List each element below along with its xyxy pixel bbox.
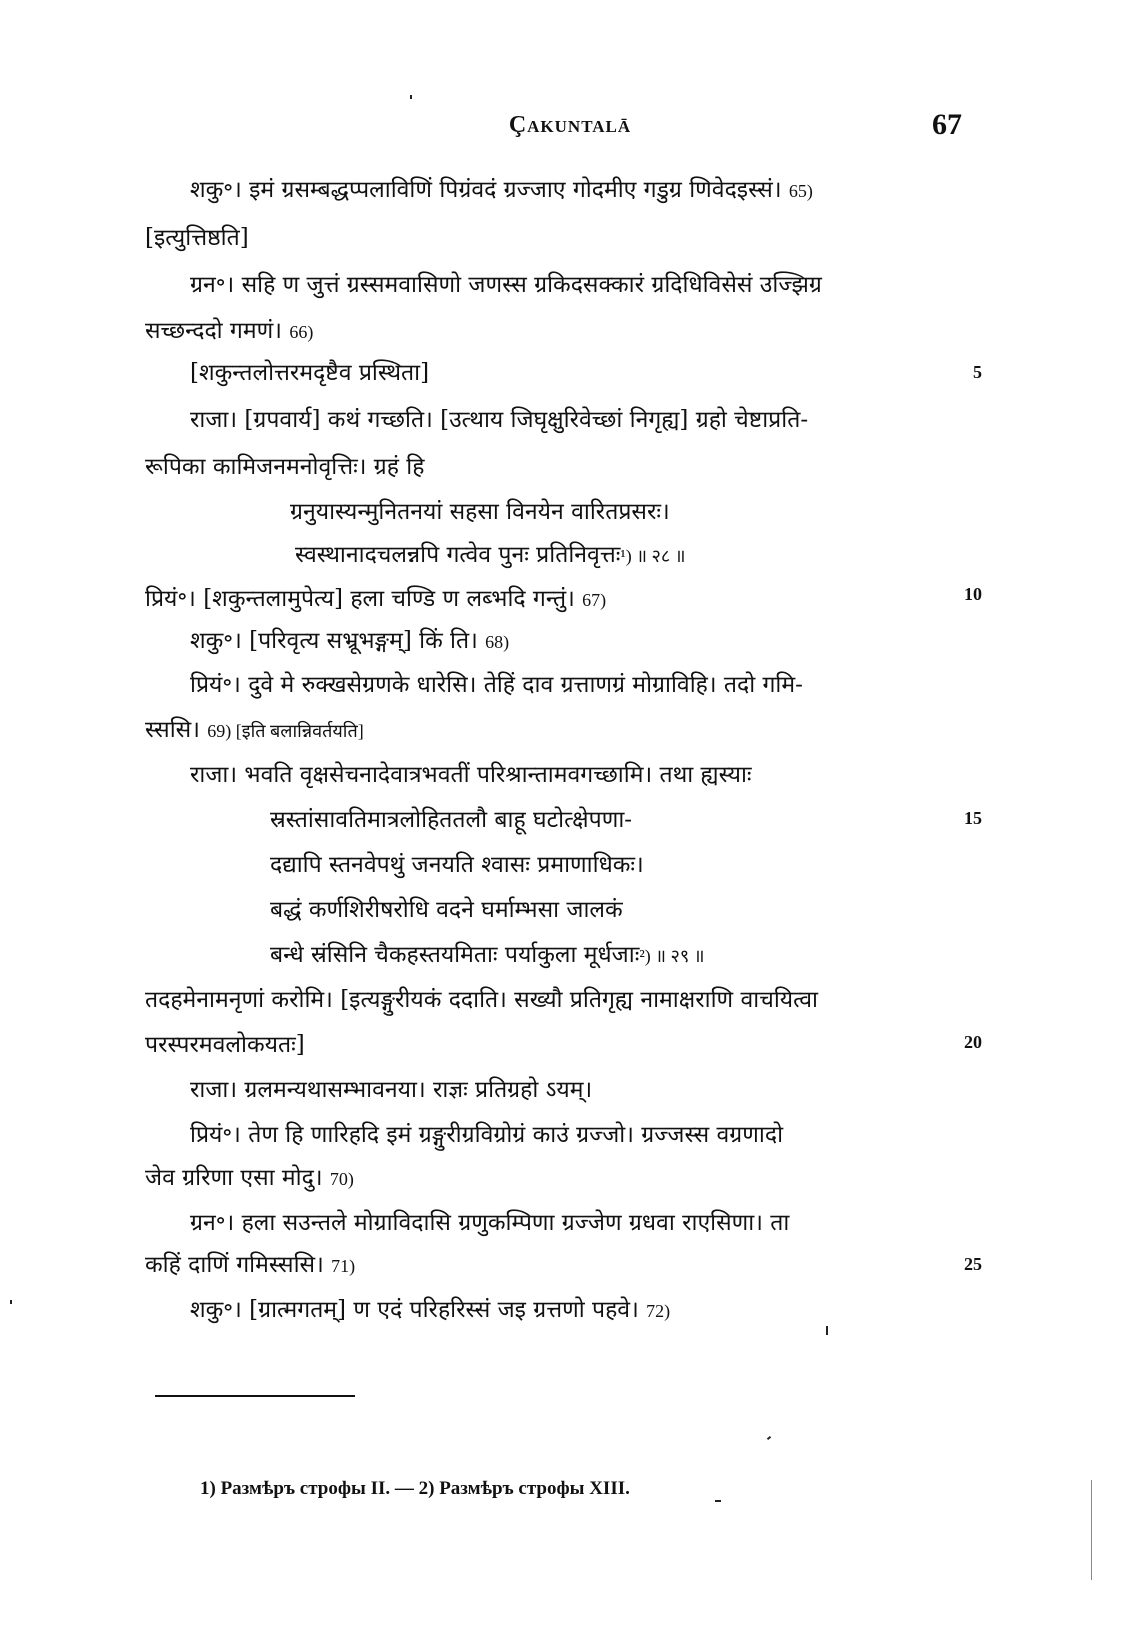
text-line: कहिं दाणिं गमिस्ससि। 71) (145, 1252, 356, 1278)
print-speck (715, 1500, 721, 1502)
print-speck (767, 1436, 771, 1440)
footnote: 1) Размѣръ строфы II. — 2) Размѣръ строфы XIII. (200, 1478, 630, 1499)
text-line: [इत्युत्तिष्ठति] (145, 225, 249, 251)
verse-line: स्वस्थानादचलन्नपि गत्वेव पुनः प्रतिनिवृत्तः¹) ॥ २८ ॥ (295, 542, 686, 568)
text-line: शकु॰। इमं ग्रसम्बद्धप्पलाविणिं पिग्रंवदं ग्रज्जाए गोदमीए गडुग्र णिवेदइस्सं। 65) (190, 177, 813, 203)
verse-line: स्रस्तांसावतिमात्रलोहिततलौ बाहू घटोत्क्षेपणा- (270, 807, 633, 833)
text-line: शकु॰। [ग्रात्मगतम्] ण एदं परिहरिस्सं जइ ग्रत्तणो पहवे। 72) (190, 1297, 671, 1323)
text-line: परस्परमवलोकयतः] (145, 1032, 305, 1058)
text-line: प्रियं॰। [शकुन्तलामुपेत्य] हला चण्डि ण लब्भदि गन्तुं। 67) (145, 586, 607, 612)
line-number: 25 (964, 1254, 982, 1274)
text-line: शकु॰। [परिवृत्य सभ्रूभङ्गम्] किं ति। 68) (190, 628, 510, 654)
text-line: स्ससि। 69) [इति बलान्निवर्तयति] (145, 717, 364, 743)
text-line: ग्रन॰। सहि ण जुत्तं ग्रस्समवासिणो जणस्स ग्रकिदसक्कारं ग्रदिधिविसेसं उज्झिग्र (190, 272, 822, 298)
line-number: 20 (964, 1032, 982, 1052)
verse-line: बद्धं कर्णशिरीषरोधि वदने घर्माम्भसा जालकं (270, 897, 623, 923)
text-line: तदहमेनामनृणां करोमि। [इत्यङ्गुरीयकं ददाति। सख्यौ प्रतिगृह्य नामाक्षराणि वाचयित्वा (145, 987, 818, 1013)
print-speck (10, 1300, 12, 1304)
text-line: सच्छन्ददो गमणं। 66) (145, 318, 314, 344)
page-edge-mark (1091, 1480, 1092, 1580)
line-number: 5 (973, 362, 982, 382)
footnote-rule (155, 1395, 355, 1397)
print-speck (410, 95, 412, 99)
text-line: राजा। ग्रलमन्यथासम्भावनया। राज्ञः प्रतिग्रहो ऽयम्। (190, 1077, 593, 1103)
page-number: 67 (932, 108, 962, 141)
running-head-title: Çakuntalā (508, 112, 632, 138)
verse-line: ग्रनुयास्यन्मुनितनयां सहसा विनयेन वारितप्रसरः। (290, 499, 670, 525)
verse-line: बन्धे स्रंसिनि चैकहस्तयमिताः पर्याकुला मूर्धजाः²) ॥ २९ ॥ (270, 942, 705, 968)
text-line: रूपिका कामिजनमनोवृत्तिः। ग्रहं हि (145, 454, 425, 480)
text-line: [शकुन्तलोत्तरमदृष्टैव प्रस्थिता] (190, 360, 430, 386)
line-number: 10 (964, 584, 982, 604)
text-line: राजा। भवति वृक्षसेचनादेवात्रभवतीं परिश्रान्तामवगच्छामि। तथा ह्यस्याः (190, 762, 752, 788)
text-line: प्रियं॰। तेण हि णारिहदि इमं ग्रङ्गुरीग्रविग्रोग्रं काउं ग्रज्जो। ग्रज्जस्स वग्रणादो (190, 1122, 784, 1148)
text-line: प्रियं॰। दुवे मे रुक्खसेग्रणके धारेसि। तेहिं दाव ग्रत्ताणग्रं मोग्राविहि। तदो गमि- (190, 672, 803, 698)
text-line: राजा। [ग्रपवार्य] कथं गच्छति। [उत्थाय जिघृक्षुरिवेच्छां निगृह्य] ग्रहो चेष्टाप्रति- (190, 407, 809, 433)
text-line: ग्रन॰। हला सउन्तले मोग्राविदासि ग्रणुकम्पिणा ग्रज्जेण ग्रधवा राएसिणा। ता (190, 1210, 790, 1236)
text-line: जेव ग्ररिणा एसा मोदु। 70) (145, 1165, 354, 1191)
line-number: 15 (964, 808, 982, 828)
verse-line: दद्यापि स्तनवेपथुं जनयति श्वासः प्रमाणाधिकः। (270, 852, 644, 878)
print-speck (826, 1326, 828, 1335)
